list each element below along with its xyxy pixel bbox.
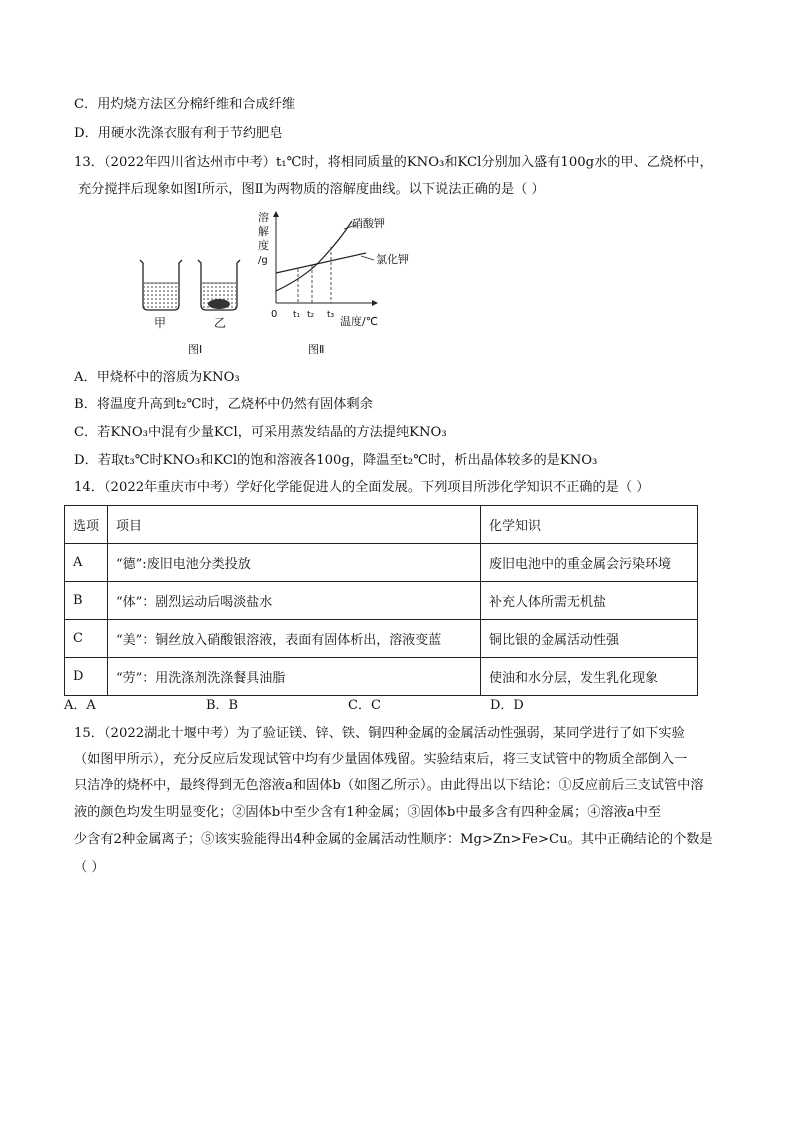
row-a-item: “德”:废旧电池分类投放 <box>108 544 481 582</box>
q15-line-6: （ ） <box>74 860 105 875</box>
row-c-item: “美”：铜丝放入硝酸银溶液，表面有固体析出，溶液变蓝 <box>108 620 481 658</box>
tick-t2: t₂ <box>307 310 315 320</box>
table-row <box>65 582 698 620</box>
beaker-jia <box>140 260 182 310</box>
q13-option-a: A．甲烧杯中的溶质为KNO₃ <box>74 370 240 385</box>
table-row <box>65 620 698 658</box>
row-a-option: A <box>65 544 108 582</box>
table-row <box>65 658 698 696</box>
row-c-knowledge: 铜比银的金属活动性强 <box>481 620 698 658</box>
table-header-row <box>65 506 698 544</box>
prev-option-c: C．用灼烧方法区分棉纤维和合成纤维 <box>74 97 296 112</box>
fig2-caption: 图Ⅱ <box>308 343 325 356</box>
q14-option-a: A．A <box>64 698 96 713</box>
q15-line-5: 少含有2种金属离子；⑤该实验能得出4种金属的金属活动性顺序：Mg>Zn>Fe>Cu。其中正确结论的个数是 <box>74 832 713 847</box>
row-d-option: D <box>65 658 108 696</box>
row-a-knowledge: 废旧电池中的重金属会污染环境 <box>481 544 698 582</box>
tick-t3: t₃ <box>327 310 335 320</box>
q14-stem: 14．（2022年重庆市中考）学好化学能促进人的全面发展。下列项目所涉化学知识不正确的是（ ） <box>74 480 650 495</box>
fig1-caption: 图Ⅰ <box>188 343 203 356</box>
origin: 0 <box>271 309 278 320</box>
y-label-2: 解 <box>258 225 269 238</box>
q15-line-4: 液的颜色均发生明显变化；②固体b中至少含有1种金属；③固体b中最多含有四种金属；④溶液a中至 <box>74 805 662 820</box>
row-c-option: C <box>65 620 108 658</box>
q14-option-d: D．D <box>490 698 524 713</box>
q13-stem-line-2: 充分搅拌后现象如图Ⅰ所示，图Ⅱ为两物质的溶解度曲线。以下说法正确的是（ ） <box>78 182 545 197</box>
q13-option-c: C．若KNO₃中混有少量KCl，可采用蒸发结晶的方法提纯KNO₃ <box>74 425 447 440</box>
y-label-4: /g <box>258 255 268 266</box>
table-row <box>65 544 698 582</box>
header-option: 选项 <box>65 506 108 544</box>
row-d-item: “劳”：用洗涤剂洗涤餐具油脂 <box>108 658 481 696</box>
header-knowledge: 化学知识 <box>481 506 698 544</box>
q14-table <box>64 505 698 696</box>
tick-t1: t₁ <box>293 310 301 320</box>
beaker-label-yi: 乙 <box>214 316 227 330</box>
row-b-option: B <box>65 582 108 620</box>
row-d-knowledge: 使油和水分层，发生乳化现象 <box>481 658 698 696</box>
q15-line-2: （如图甲所示），充分反应后发现试管中均有少量固体残留。实验结束后，将三支试管中的物质全部倒入一 <box>74 752 688 767</box>
row-b-item: “体”：剧烈运动后喝淡盐水 <box>108 582 481 620</box>
q15-line-1: 15．（2022湖北十堰中考）为了验证镁、锌、铁、铜四种金属的金属活动性强弱，某同学进行了如下实验 <box>74 726 685 741</box>
q13-figure <box>130 205 430 365</box>
row-b-knowledge: 补充人体所需无机盐 <box>481 582 698 620</box>
q14-option-b: B．B <box>206 698 239 713</box>
y-label-1: 溶 <box>258 211 269 224</box>
prev-option-d: D．用硬水洗涤衣服有利于节约肥皂 <box>74 126 283 141</box>
y-label-3: 度 <box>258 239 269 252</box>
header-item: 项目 <box>108 506 481 544</box>
solubility-chart <box>258 210 409 328</box>
curve-kno3 <box>276 221 352 291</box>
beaker-label-jia: 甲 <box>154 316 167 330</box>
label-kcl: 氯化钾 <box>376 253 409 266</box>
x-axis-label: 温度/℃ <box>340 315 379 328</box>
curve-kcl <box>276 253 366 273</box>
q15-line-3: 只洁净的烧杯中，最终得到无色溶液a和固体b（如图乙所示）。由此得出以下结论：①反应前后三支试管中溶 <box>74 778 704 793</box>
q13-stem-line-1: 13．（2022年四川省达州市中考）t₁℃时，将相同质量的KNO₃和KCl分别加入盛有100g水的甲、乙烧杯中， <box>74 155 713 170</box>
beaker-yi <box>198 260 240 310</box>
q13-option-d: D．若取t₃℃时KNO₃和KCl的饱和溶液各100g，降温至t₂℃时，析出晶体较多的是KNO₃ <box>74 453 598 468</box>
q14-option-c: C．C <box>348 698 381 713</box>
q13-option-b: B．将温度升高到t₂℃时，乙烧杯中仍然有固体剩余 <box>74 397 373 412</box>
label-kno3: 硝酸钾 <box>352 217 385 230</box>
